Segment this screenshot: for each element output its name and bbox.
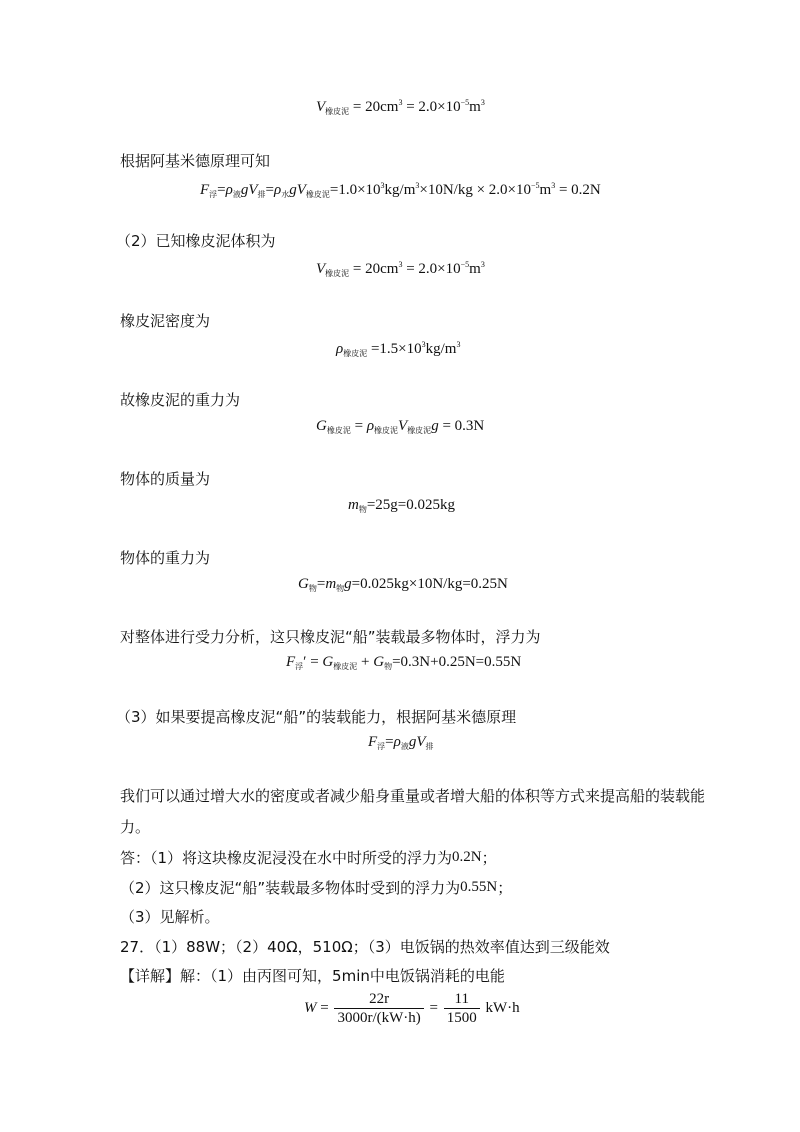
eq-term: ×10N/kg × 2.0×10 <box>419 182 532 198</box>
equation-volume-2 <box>316 260 485 279</box>
var: F <box>286 654 296 670</box>
equation-total-buoyancy <box>286 654 521 672</box>
detail-text: 解：（1）由丙图可知，5min中电饭锅消耗的电能 <box>180 967 505 985</box>
answer-text: （2）这只橡皮泥“船”装载最多物体时受到的浮力为 <box>120 879 461 897</box>
answer-value: 0.55N <box>460 879 498 895</box>
eq-term: = <box>429 1000 438 1016</box>
var: G <box>316 418 327 434</box>
fraction-1 <box>334 990 423 1027</box>
var: W <box>304 1000 317 1016</box>
eq-term: = 20cm <box>352 261 399 277</box>
var: g <box>431 418 439 434</box>
exponent: 3 <box>380 181 385 190</box>
var: g <box>240 182 249 198</box>
exponent: −5 <box>460 98 470 107</box>
var: ρ <box>273 182 282 198</box>
text-conclusion-line1: 我们可以通过增大水的密度或者减少船身重量或者增大船的体积等方式来提高船的装载能 <box>120 787 706 805</box>
question-27-answer: 27．（1）88W；（2）40Ω，510Ω；（3）电饭锅的热效率值达到三级能效 <box>120 938 610 956</box>
answer-1 <box>120 847 497 868</box>
unit: m <box>469 261 481 277</box>
equation-energy <box>304 990 520 1027</box>
equation-weight: $G_{橡皮泥} = \rho_{橡皮泥}V_{橡皮泥}g = 0.3N$ <box>316 418 485 435</box>
subscript: 物 <box>384 662 393 671</box>
text-force-analysis: 对整体进行受力分析，这只橡皮泥“船”装载最多物体时，浮力为 <box>120 628 541 646</box>
subscript: 液 <box>232 190 241 199</box>
exponent: 3 <box>398 260 403 269</box>
var: F <box>200 182 210 198</box>
subscript: 物 <box>308 584 317 593</box>
exponent: 3 <box>551 181 556 190</box>
exponent: 3 <box>415 181 420 190</box>
subscript: 橡皮泥 <box>326 426 351 435</box>
exponent: 3 <box>421 340 426 349</box>
answer-3: （3）见解析。 <box>120 908 220 926</box>
var: G <box>373 654 385 670</box>
var: V <box>398 418 408 434</box>
text-density-label: 橡皮泥密度为 <box>120 312 211 330</box>
var: G <box>322 654 334 670</box>
var-V: V <box>316 99 326 115</box>
subscript: 水 <box>281 190 290 199</box>
denominator: 1500 <box>446 1010 477 1026</box>
eq-term: ′ = <box>303 654 323 670</box>
exponent: −5 <box>531 181 540 190</box>
unit: kW·h <box>485 1000 520 1016</box>
var: F <box>368 734 378 750</box>
answer-2 <box>120 877 512 898</box>
subscript: 橡皮泥 <box>407 426 432 435</box>
eq-term: = 0.3N <box>442 418 485 434</box>
var: g <box>408 734 417 750</box>
var: m <box>325 576 337 592</box>
fraction-2 <box>444 990 480 1027</box>
equation-volume-1 <box>316 98 485 117</box>
text-mass-label: 物体的质量为 <box>120 470 211 488</box>
detail-line <box>120 965 505 986</box>
subscript: 物 <box>336 584 345 593</box>
var: ρ <box>366 418 375 434</box>
var: V <box>248 182 258 198</box>
equation-object-weight: $G_物=m_物g=0.025kg\times 10N/kg=0.25N$ <box>298 576 508 593</box>
subscript: 橡皮泥 <box>333 662 358 671</box>
text-archimedes-intro: 根据阿基米德原理可知 <box>120 152 271 170</box>
exponent: 3 <box>398 98 403 107</box>
text-known-volume: （2）已知橡皮泥体积为 <box>116 232 276 250</box>
exponent: 3 <box>480 98 485 107</box>
subscript: 浮 <box>209 190 218 199</box>
eq-term: + <box>357 654 374 670</box>
var: g <box>344 576 352 592</box>
var: V <box>296 182 306 198</box>
var: V <box>416 734 426 750</box>
subscript: 橡皮泥 <box>325 107 350 116</box>
text-conclusion-line2: 力。 <box>120 818 151 836</box>
answer-value: 0.2N <box>452 849 482 865</box>
text-object-weight-label: 物体的重力为 <box>120 549 211 567</box>
exponent: 3 <box>480 260 485 269</box>
eq-term: =0.025kg×10N/kg=0.25N <box>351 576 508 592</box>
text-weight-label: 故橡皮泥的重力为 <box>120 391 241 409</box>
subscript: 排 <box>257 190 266 199</box>
eq-term: = 2.0×10 <box>406 99 461 115</box>
exponent: 3 <box>456 340 461 349</box>
equation-archimedes: $F_浮=\rho_液gV_排$ <box>368 734 434 751</box>
unit: m <box>469 99 481 115</box>
denominator: 3000r/(kW·h) <box>337 1010 421 1026</box>
equation-buoyancy: $F_浮=\rho_液gV_排=\rho_水gV_{橡皮泥}=1.0\times 10^3kg/m^3\times 10N/kg \times 2.0\times 10^{-5}m^3 = 0.2N$ <box>200 181 601 199</box>
exponent: −5 <box>460 260 470 269</box>
eq-term: = 20cm <box>352 99 399 115</box>
var: g <box>289 182 297 198</box>
eq-term: =1.0×10 <box>329 182 381 198</box>
subscript: 橡皮泥 <box>305 190 330 199</box>
var: G <box>298 576 309 592</box>
var-rho: ρ <box>336 341 344 357</box>
subscript: 浮 <box>377 742 386 751</box>
var: ρ <box>225 182 233 198</box>
subscript: 橡皮泥 <box>343 349 368 358</box>
eq-term: = <box>320 1000 329 1016</box>
equation-mass <box>348 497 455 515</box>
var-V: V <box>316 261 326 277</box>
numerator: 22r <box>334 990 423 1009</box>
subscript: 橡皮泥 <box>325 269 350 278</box>
eq-term: = 2.0×10 <box>406 261 461 277</box>
numerator: 11 <box>444 990 480 1009</box>
subscript: 橡皮泥 <box>374 426 399 435</box>
var: ρ <box>393 734 401 750</box>
text-part3: （3）如果要提高橡皮泥“船”的装载能力，根据阿基米德原理 <box>116 708 517 726</box>
var: m <box>348 497 359 513</box>
subscript: 物 <box>358 505 367 514</box>
eq-term: =0.3N+0.25N=0.55N <box>392 654 522 670</box>
subscript: 液 <box>400 742 409 751</box>
eq-term: = 0.2N <box>558 182 601 198</box>
equation-density <box>336 340 460 359</box>
eq-term: =25g=0.025kg <box>366 497 456 513</box>
subscript: 排 <box>425 742 434 751</box>
eq-term: =1.5×10 <box>370 341 422 357</box>
subscript: 浮 <box>295 662 304 671</box>
answer-text: ； <box>497 879 513 897</box>
answer-text: ； <box>481 849 497 867</box>
eq-term: m <box>539 182 552 198</box>
eq-term: kg/m <box>384 182 416 198</box>
detail-label: 【详解】 <box>120 967 181 985</box>
answer-text: 答：（1）将这块橡皮泥浸没在水中时所受的浮力为 <box>120 849 453 867</box>
unit: kg/m <box>425 341 457 357</box>
